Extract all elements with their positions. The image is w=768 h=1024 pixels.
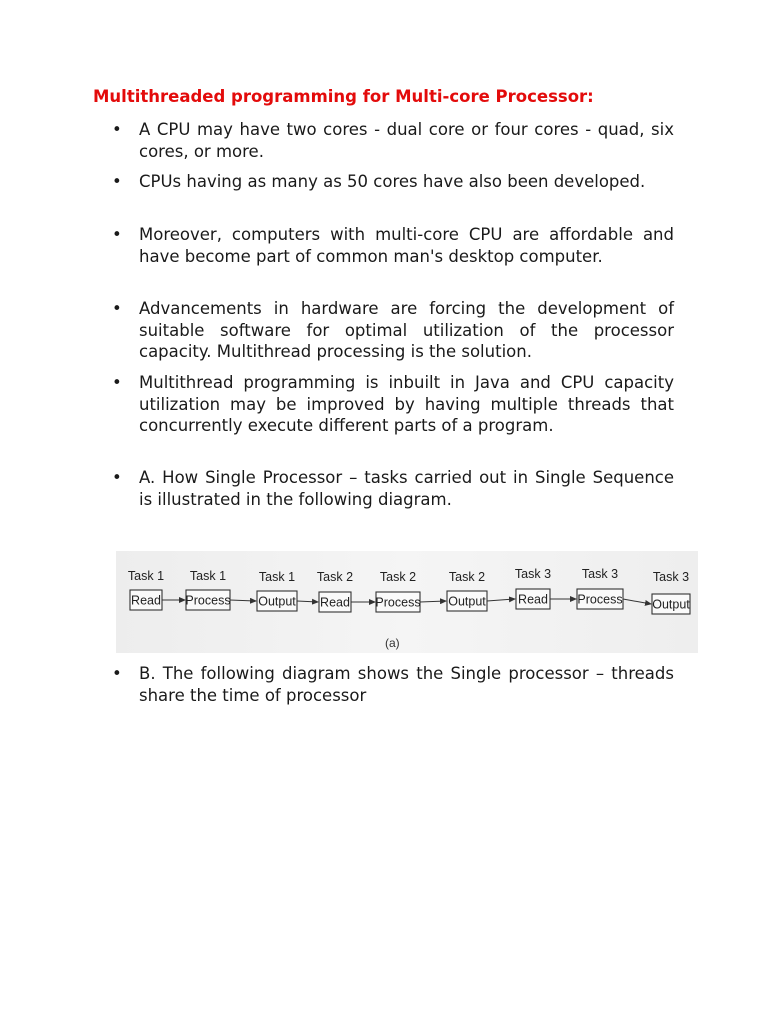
diagram-stage-label: Process [375,595,421,610]
diagram-arrow [230,600,256,601]
diagram-task-label: Task 1 [127,569,165,583]
diagram-stage-label: Output [258,594,296,609]
list-item-text: CPUs having as many as 50 cores have also been developed. [139,172,646,191]
diagram-stage-label: Process [577,592,623,607]
list-item-text: B. The following diagram shows the Single processor – threads share the time of processor [139,664,674,705]
diagram-task-label: Task 2 [448,570,486,584]
diagram-arrow [487,599,515,601]
list-item-text: A CPU may have two cores - dual core or four cores - quad, six cores, or more. [139,120,674,161]
single-sequence-diagram [116,551,698,653]
bullet-dot: • [112,373,122,392]
diagram-arrow [420,601,446,602]
bullet-dot: • [112,468,122,487]
bullet-dot: • [112,299,122,318]
diagram-stage-label: Read [320,595,350,610]
diagram-arrow [623,599,651,604]
bullet-dot: • [112,120,122,139]
diagram-stage-label: Process [185,593,231,608]
list-item-text: Moreover, computers with multi-core CPU are affordable and have become part of common man's desktop computer. [139,225,674,266]
diagram-arrow [297,601,318,602]
page-heading: Multithreaded programming for Multi-core Processor: [93,87,594,106]
diagram-canvas [116,551,698,653]
diagram-task-label: Task 1 [258,570,296,584]
diagram-task-label: Task 2 [379,570,417,584]
diagram-task-label: Task 3 [581,567,619,581]
bullet-dot: • [112,172,122,191]
diagram-caption: (a) [385,636,400,650]
bullet-dot: • [112,664,122,683]
diagram-stage-label: Output [448,594,486,609]
diagram-stage-label: Read [131,593,161,608]
diagram-task-label: Task 3 [652,570,690,584]
diagram-task-label: Task 3 [514,567,552,581]
diagram-stage-label: Output [652,597,690,612]
list-item-text: Advancements in hardware are forcing the development of suitable software for optimal utilization of the processor capacity. Multithread processing is the solution. [139,299,674,361]
list-item-text: Multithread programming is inbuilt in Java and CPU capacity utilization may be improved by having multiple threads that concurrently execute different parts of a program. [139,373,674,435]
diagram-task-label: Task 2 [316,570,354,584]
bullet-dot: • [112,225,122,244]
list-item-text: A. How Single Processor – tasks carried out in Single Sequence is illustrated in the following diagram. [139,468,674,509]
diagram-task-label: Task 1 [189,569,227,583]
diagram-stage-label: Read [518,592,548,607]
